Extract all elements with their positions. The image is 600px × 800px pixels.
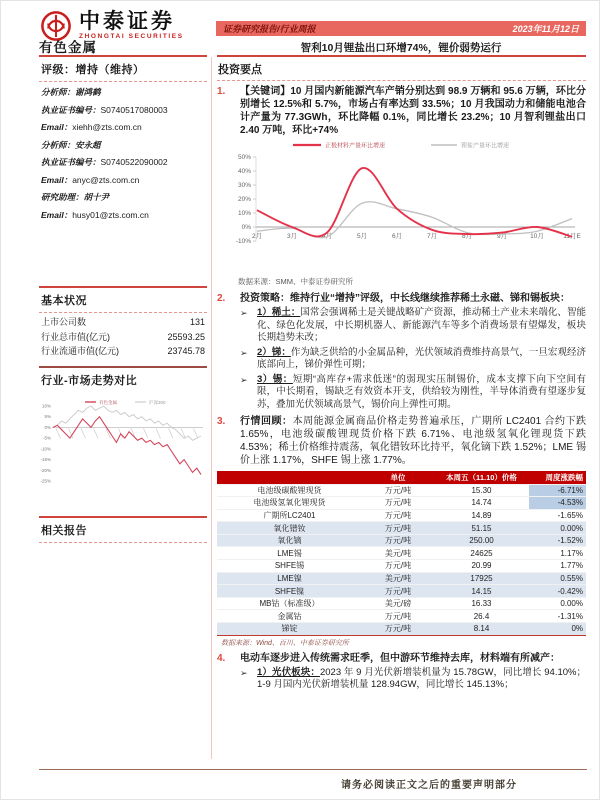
svg-text:锂盐产量环比增速: 锂盐产量环比增速	[461, 143, 510, 150]
column-header	[217, 471, 362, 484]
brand-name-en: ZHONGTAI SECURITIES	[79, 33, 184, 40]
item-text: 【关键词】10 月国内新能源汽车产销分别达到 98.9 万辆和 95.6 万辆，环比分别增长 12.5%和 5.7%，市场占有率达到 33.5%；10 月我国动力和储能电池合计产量为 77.3GWh，环比降幅 0.1%，同比增长 23.2%；10 月智利锂盐出口 2.40 万吨，环比+74%	[240, 86, 586, 136]
status-row	[39, 330, 207, 345]
bullet-text: 1）稀土：国常会强调稀土是关键战略矿产资源，推动稀土产业未来端化、智能化、绿色化发展，中长期机器人、新能源汽车等多个消费场景有望爆发，板块长期趋势未改；	[257, 307, 586, 343]
cell-name: MB钴（标准级）	[217, 597, 362, 610]
dashed-divider	[217, 80, 586, 81]
table-row	[217, 572, 586, 585]
svg-text:20%: 20%	[237, 196, 251, 203]
cell-change: 1.77%	[529, 560, 586, 573]
cell-name: 电池级碳酸锂现货	[217, 484, 362, 497]
contact-value: husy01@zts.com.cn	[72, 209, 149, 220]
contact-line	[39, 119, 207, 137]
cell-price: 24625	[434, 547, 529, 560]
svg-text:50%: 50%	[237, 154, 251, 161]
svg-text:2月: 2月	[251, 233, 263, 240]
analyst-list	[39, 84, 207, 224]
cell-name: SHFE锡	[217, 560, 362, 573]
svg-text:5%: 5%	[44, 413, 51, 419]
cell-unit: 万元/吨	[362, 522, 434, 535]
contact-line	[39, 84, 207, 102]
cell-price: 14.89	[434, 509, 529, 522]
price-table	[217, 471, 586, 636]
cell-change: -1.31%	[529, 610, 586, 623]
bullet-item	[240, 374, 586, 412]
cell-change: 0.00%	[529, 522, 586, 535]
table-row	[217, 484, 586, 497]
cell-price: 250.00	[434, 534, 529, 547]
cell-change: -1.65%	[529, 509, 586, 522]
table-row	[217, 497, 586, 510]
contact-label: 执业证书编号：	[41, 157, 101, 167]
key-points-title: 投资要点	[218, 64, 262, 76]
cell-price: 20.99	[434, 560, 529, 573]
bullet-lead: 1）稀土：	[257, 307, 301, 318]
dashed-divider	[39, 81, 207, 82]
contact-line	[39, 137, 207, 155]
svg-text:10%: 10%	[237, 210, 251, 217]
cell-unit: 万元/吨	[362, 560, 434, 573]
svg-text:11月E: 11月E	[563, 233, 581, 240]
svg-text:沪深300: 沪深300	[149, 399, 166, 405]
price-table-head	[217, 471, 586, 484]
cell-unit: 万元/吨	[362, 484, 434, 497]
contact-label: Email：	[41, 209, 73, 220]
brand-name-cn: 中泰证券	[79, 9, 175, 33]
cell-unit: 万元/吨	[362, 610, 434, 623]
industry-market-mini-chart	[39, 396, 207, 500]
sidebar	[39, 55, 207, 545]
item-number: 4.	[217, 652, 226, 664]
ev-bullet-list	[240, 667, 586, 692]
bullet-text: 3）锡：短期“高库存+需求低迷”的弱现实压制锡价，成本支撑下向下空间有限，中长期看，锡缺乏有效资本开支，供给较为刚性，半导体消费有望逐步复苏，叠加光伏领域高景气，锡价向上弹性可期。	[257, 373, 586, 410]
status-value: 23745.78	[167, 346, 205, 356]
cell-price: 16.33	[434, 597, 529, 610]
bullet-item	[240, 347, 586, 372]
svg-text:7月: 7月	[426, 233, 438, 240]
cell-price: 8.14	[434, 623, 529, 636]
bullet-arrow-icon: ➢	[240, 347, 248, 358]
cell-name: LME锡	[217, 547, 362, 560]
contact-value: xiehh@zts.com.cn	[72, 122, 142, 132]
disclaimer-text: 请务必阅读正文之后的重要声明部分	[341, 780, 517, 791]
contact-value: 谢鸿鹤	[75, 87, 101, 97]
basic-status-rows	[39, 315, 207, 359]
svg-text:0%: 0%	[241, 224, 251, 231]
bullet-text: 2）锑：作为缺乏供给的小金属品种，光伏领域消费维持高景气，一旦宏观经济底部向上，锑价弹性可期；	[257, 346, 586, 370]
bullet-lead: 3）锡：	[257, 373, 293, 385]
svg-text:-20%: -20%	[40, 467, 51, 473]
item-number: 1.	[217, 86, 226, 97]
report-type-banner	[216, 21, 586, 36]
bullet-text: 1）光伏板块：2023 年 9 月光伏新增装机量为 15.78GW，同比增长 94.10%；1-9 月国内光伏新增装机量 128.94GW，同比增长 145.13%；	[257, 666, 586, 691]
contact-value: S0740517080003	[100, 104, 168, 115]
list-item-1	[217, 85, 586, 137]
cell-change: -4.53%	[529, 497, 586, 510]
report-title: 智利10月锂盐出口环增74%，锂价弱势运行	[300, 42, 502, 54]
contact-line	[39, 172, 207, 190]
strategy-bullet-list	[240, 307, 586, 411]
dashed-divider	[39, 542, 207, 543]
svg-text:40%: 40%	[237, 168, 251, 175]
svg-text:5月: 5月	[356, 233, 368, 240]
table-row	[217, 585, 586, 598]
market-section-title: 行业-市场走势对比	[41, 374, 138, 387]
status-label: 上市公司数	[41, 317, 87, 327]
svg-text:-5%: -5%	[42, 435, 51, 441]
table-row	[217, 623, 586, 636]
contact-label: Email：	[41, 174, 73, 185]
svg-text:正极材料产量环比增速: 正极材料产量环比增速	[325, 143, 386, 150]
item-body: 本周能源金属商品价格走势普遍承压，广期所 LC2401 合约下跌 1.65%，电池级碳酸锂现货价格下跌 6.71%、电池级氢氧化锂现货下跌 4.53%；稀土价格维持震荡，氧化镨钕环比持平，氧化镝下跌 1.52%；LME 锡价上涨 1.17%，SHFE 锡上涨 1.77%。	[240, 416, 587, 466]
status-value: 131	[189, 317, 205, 327]
svg-text:9月: 9月	[496, 233, 508, 240]
cell-name: 氧化镝	[217, 534, 362, 547]
status-value: 25593.25	[167, 331, 205, 342]
cell-price: 51.15	[434, 522, 529, 535]
cell-change: 0%	[529, 623, 586, 636]
cell-unit: 万元/吨	[362, 623, 434, 636]
contact-label: 执业证书编号：	[41, 104, 101, 115]
item-number: 3.	[217, 416, 226, 427]
contact-label: 分析师：	[41, 139, 76, 150]
svg-text:6月: 6月	[391, 233, 403, 240]
rating-value: 增持（维持）	[75, 64, 145, 76]
list-item-4	[217, 652, 586, 665]
status-row	[39, 315, 207, 330]
svg-text:-10%: -10%	[235, 238, 251, 245]
cell-unit: 万元/吨	[362, 497, 434, 510]
price-table-body	[217, 484, 586, 635]
monthly-growth-chart	[217, 137, 586, 268]
cell-change: 1.17%	[529, 547, 586, 560]
table-row	[217, 597, 586, 610]
list-item-3	[217, 415, 586, 467]
cell-price: 14.74	[434, 497, 529, 510]
contact-label: 分析师：	[41, 87, 76, 97]
cell-change: -0.42%	[529, 585, 586, 598]
cell-unit: 万元/吨	[362, 534, 434, 547]
svg-text:-25%: -25%	[40, 478, 51, 484]
svg-text:0%: 0%	[44, 424, 51, 430]
rating-label: 评级：	[41, 64, 76, 76]
cell-name: 电池级氢氧化锂现货	[217, 497, 362, 510]
item-text	[240, 415, 586, 467]
bullet-item	[240, 307, 586, 345]
cell-unit: 美元/磅	[362, 597, 434, 610]
contact-label: 研究助理：	[41, 192, 84, 202]
cell-name: 锑锭	[217, 623, 362, 636]
svg-text:4月: 4月	[321, 233, 333, 240]
cell-price: 14.15	[434, 585, 529, 598]
cell-name: 金属钴	[217, 610, 362, 623]
svg-text:-10%: -10%	[40, 445, 51, 451]
contact-value: S0740522090002	[100, 157, 168, 167]
cell-name: LME镍	[217, 572, 362, 585]
bullet-arrow-icon: ➢	[240, 374, 248, 385]
column-header: 本周五（11.10）价格	[434, 471, 529, 484]
status-label: 行业总市值(亿元)	[41, 331, 110, 342]
column-header: 单位	[362, 471, 434, 484]
column-header: 周度涨跌幅	[529, 471, 586, 484]
report-date: 2023年11月12日	[512, 24, 579, 34]
cell-unit: 美元/吨	[362, 547, 434, 560]
cell-name: 氧化镨钕	[217, 522, 362, 535]
bullet-arrow-icon: ➢	[240, 308, 248, 318]
table-source-note: 数据来源：Wind、百川、中泰证券研究所	[221, 639, 349, 647]
related-reports-title: 相关报告	[41, 524, 87, 537]
cell-change: -6.71%	[529, 484, 586, 497]
cell-change: -1.52%	[529, 534, 586, 547]
bullet-item	[240, 667, 586, 692]
contact-value: 胡十尹	[83, 192, 110, 202]
page-footer	[39, 769, 587, 793]
cell-price: 17925	[434, 572, 529, 585]
cell-unit: 万元/吨	[362, 509, 434, 522]
table-row	[217, 509, 586, 522]
dashed-divider	[39, 312, 207, 313]
cell-price: 15.30	[434, 484, 529, 497]
contact-line	[39, 207, 207, 225]
cell-unit: 美元/吨	[362, 572, 434, 585]
report-type-label: 证券研究报告/行业周报	[223, 24, 316, 34]
cell-price: 26.4	[434, 610, 529, 623]
item-lead: 行情回顾：	[240, 416, 293, 427]
cell-name: SHFE镍	[217, 585, 362, 598]
column-divider	[211, 57, 212, 759]
svg-text:有色金属: 有色金属	[99, 399, 117, 405]
cell-change: 0.00%	[529, 597, 586, 610]
item-heading: 电动车逐步进入传统需求旺季，但中游环节维持去库，材料端有所减产：	[240, 652, 560, 664]
table-row	[217, 547, 586, 560]
main-content	[217, 55, 586, 694]
contact-value: anyc@zts.com.cn	[72, 174, 140, 185]
svg-text:-15%: -15%	[40, 456, 51, 462]
price-table-header-row	[217, 471, 586, 484]
industry-label: 有色金属	[39, 40, 97, 55]
table-row	[217, 522, 586, 535]
contact-line	[39, 189, 207, 207]
svg-text:10%: 10%	[41, 403, 51, 408]
cell-unit: 万元/吨	[362, 585, 434, 598]
svg-text:10月: 10月	[530, 233, 544, 240]
svg-text:8月: 8月	[461, 233, 473, 240]
contact-value: 安永超	[75, 139, 101, 150]
bullet-arrow-icon: ➢	[240, 667, 248, 678]
table-row	[217, 610, 586, 623]
rating-line	[39, 57, 207, 80]
table-row	[217, 534, 586, 547]
svg-text:3月: 3月	[286, 233, 298, 240]
cell-name: 广期所LC2401	[217, 509, 362, 522]
contact-line	[39, 102, 207, 120]
list-item-2	[217, 292, 586, 305]
contact-label: Email：	[41, 122, 73, 132]
cell-change: 0.55%	[529, 572, 586, 585]
status-label: 行业流通市值(亿元)	[41, 346, 119, 356]
basic-status-title: 基本状况	[41, 295, 87, 307]
svg-text:30%: 30%	[237, 182, 251, 189]
item-number: 2.	[217, 293, 226, 304]
contact-line	[39, 154, 207, 172]
status-row	[39, 344, 207, 359]
chart-source-note: 数据来源：SMM、中泰证券研究所	[238, 277, 353, 286]
bullet-lead: 2）锑：	[257, 346, 291, 358]
bullet-lead: 1）光伏板块：	[257, 666, 320, 678]
table-row	[217, 560, 586, 573]
item-heading: 投资策略：维持行业“增持”评级，中长线继续推荐稀土永磁、锑和锡板块：	[240, 293, 570, 304]
